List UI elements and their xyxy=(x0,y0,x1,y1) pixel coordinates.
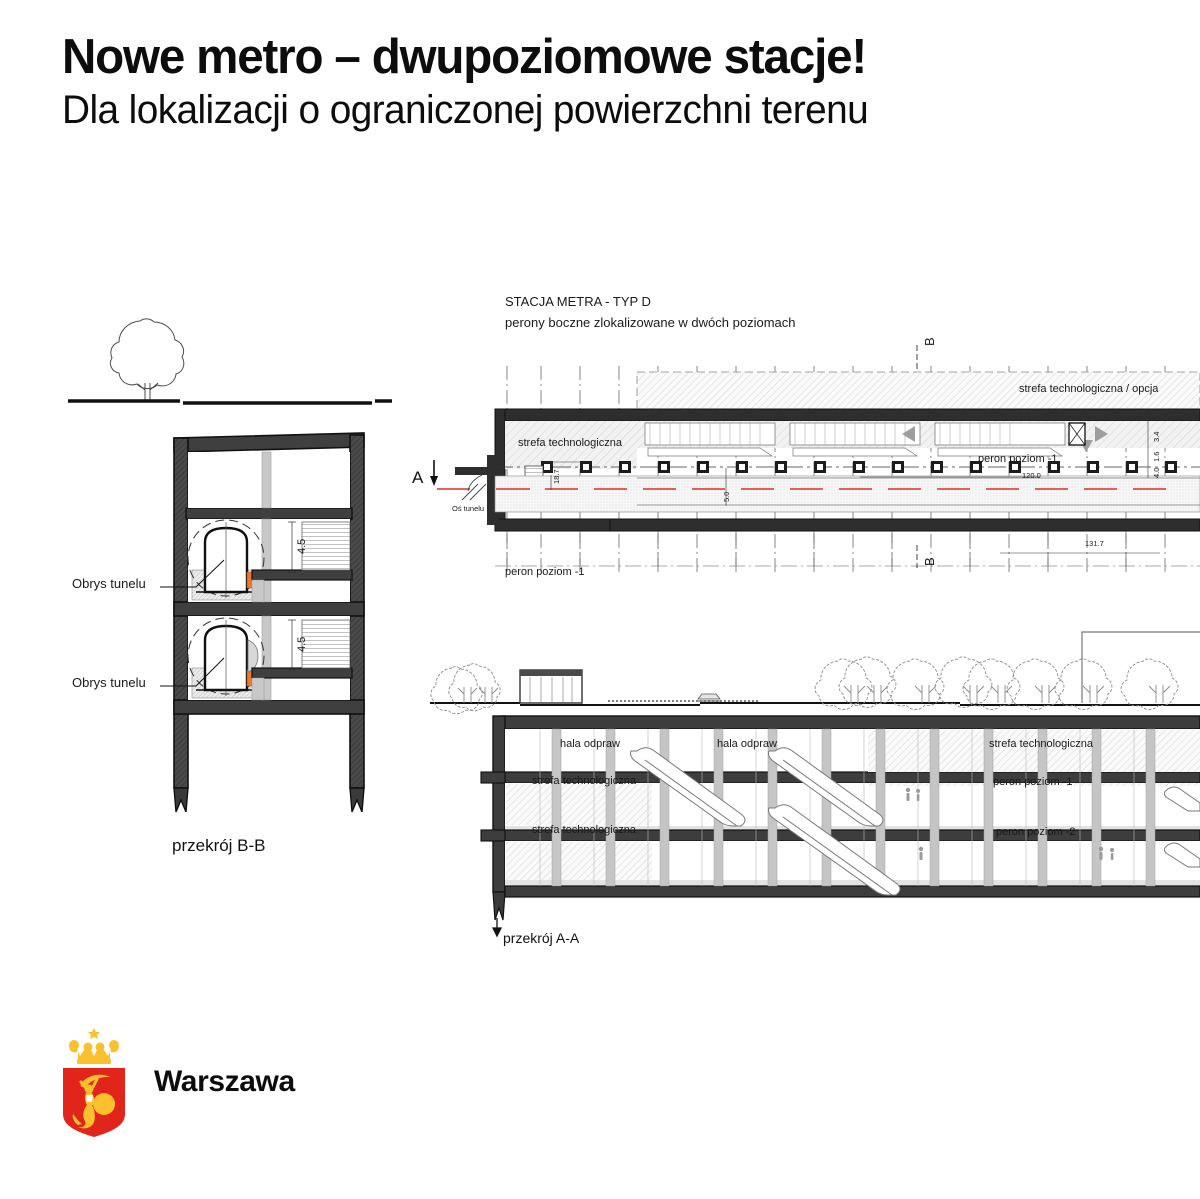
plan-dim-1-6: 1.6 xyxy=(1152,451,1161,462)
plan-view-graphics xyxy=(430,345,1200,572)
section-aa-hall-2-label: hala odpraw xyxy=(717,738,777,750)
plan-caption: peron poziom -1 xyxy=(505,566,585,578)
plan-dim-4-0: 4.0 xyxy=(1152,467,1161,478)
section-marker-b-bottom: B xyxy=(922,557,937,566)
plan-zone-option-label: strefa technologiczna / opcja xyxy=(1019,383,1159,395)
bb-dim-height-2: 4.5 xyxy=(296,636,308,652)
bb-dim-height-1: 4.5 xyxy=(296,538,308,554)
plan-dim-3-4: 3.4 xyxy=(1152,431,1161,442)
section-bb-caption: przekrój B-B xyxy=(172,836,266,855)
plan-zone-tech-label: strefa technologiczna xyxy=(518,437,622,449)
page-title: Nowe metro – dwupoziomowe stacje! xyxy=(62,30,867,84)
section-aa-hall-1-label: hala odpraw xyxy=(560,738,620,750)
warsaw-coat-of-arms-icon xyxy=(56,1026,132,1138)
drawing-subtitle: perony boczne zlokalizowane w dwóch poziomach xyxy=(505,315,796,330)
section-aa-tech-left-2-label: strefa technologiczna xyxy=(532,824,636,836)
plan-platform-level1-label: peron poziom -1 xyxy=(978,453,1058,465)
drawing-title xyxy=(505,294,651,309)
section-aa-tech-left-1-label: strefa technologiczna xyxy=(532,775,636,787)
section-aa-platform-1-label: peron poziom -1 xyxy=(993,776,1073,788)
plan-dim-131-7: 131.7 xyxy=(1085,539,1104,548)
plan-dim-18-7: 18.7 xyxy=(552,469,561,484)
section-marker-b-top: B xyxy=(922,337,937,346)
page-subtitle: Dla lokalizacji o ograniczonej powierzchni terenu xyxy=(62,87,869,132)
plan-dim-5-0: 5.0 xyxy=(722,491,731,502)
section-bb-graphics xyxy=(68,319,392,812)
section-marker-a: A xyxy=(412,468,424,487)
section-aa-platform-2-label: peron poziom -2 xyxy=(996,826,1076,838)
plan-tunnel-axis-label: Oś tunelu xyxy=(452,504,485,513)
plan-dim-120-0: 120.0 xyxy=(1022,471,1041,480)
drawing-title-main: STACJA METRA - xyxy=(505,294,613,309)
section-aa-tech-right-label: strefa technologiczna xyxy=(989,738,1093,750)
bb-tunnel-outline-2-label: Obrys tunelu xyxy=(72,675,146,690)
drawing-title-type: TYP D xyxy=(612,294,651,309)
footer-logo xyxy=(56,1026,295,1138)
city-name: Warszawa xyxy=(154,1065,295,1098)
section-aa-caption: przekrój A-A xyxy=(503,930,580,946)
bb-tunnel-outline-1-label: Obrys tunelu xyxy=(72,576,146,591)
